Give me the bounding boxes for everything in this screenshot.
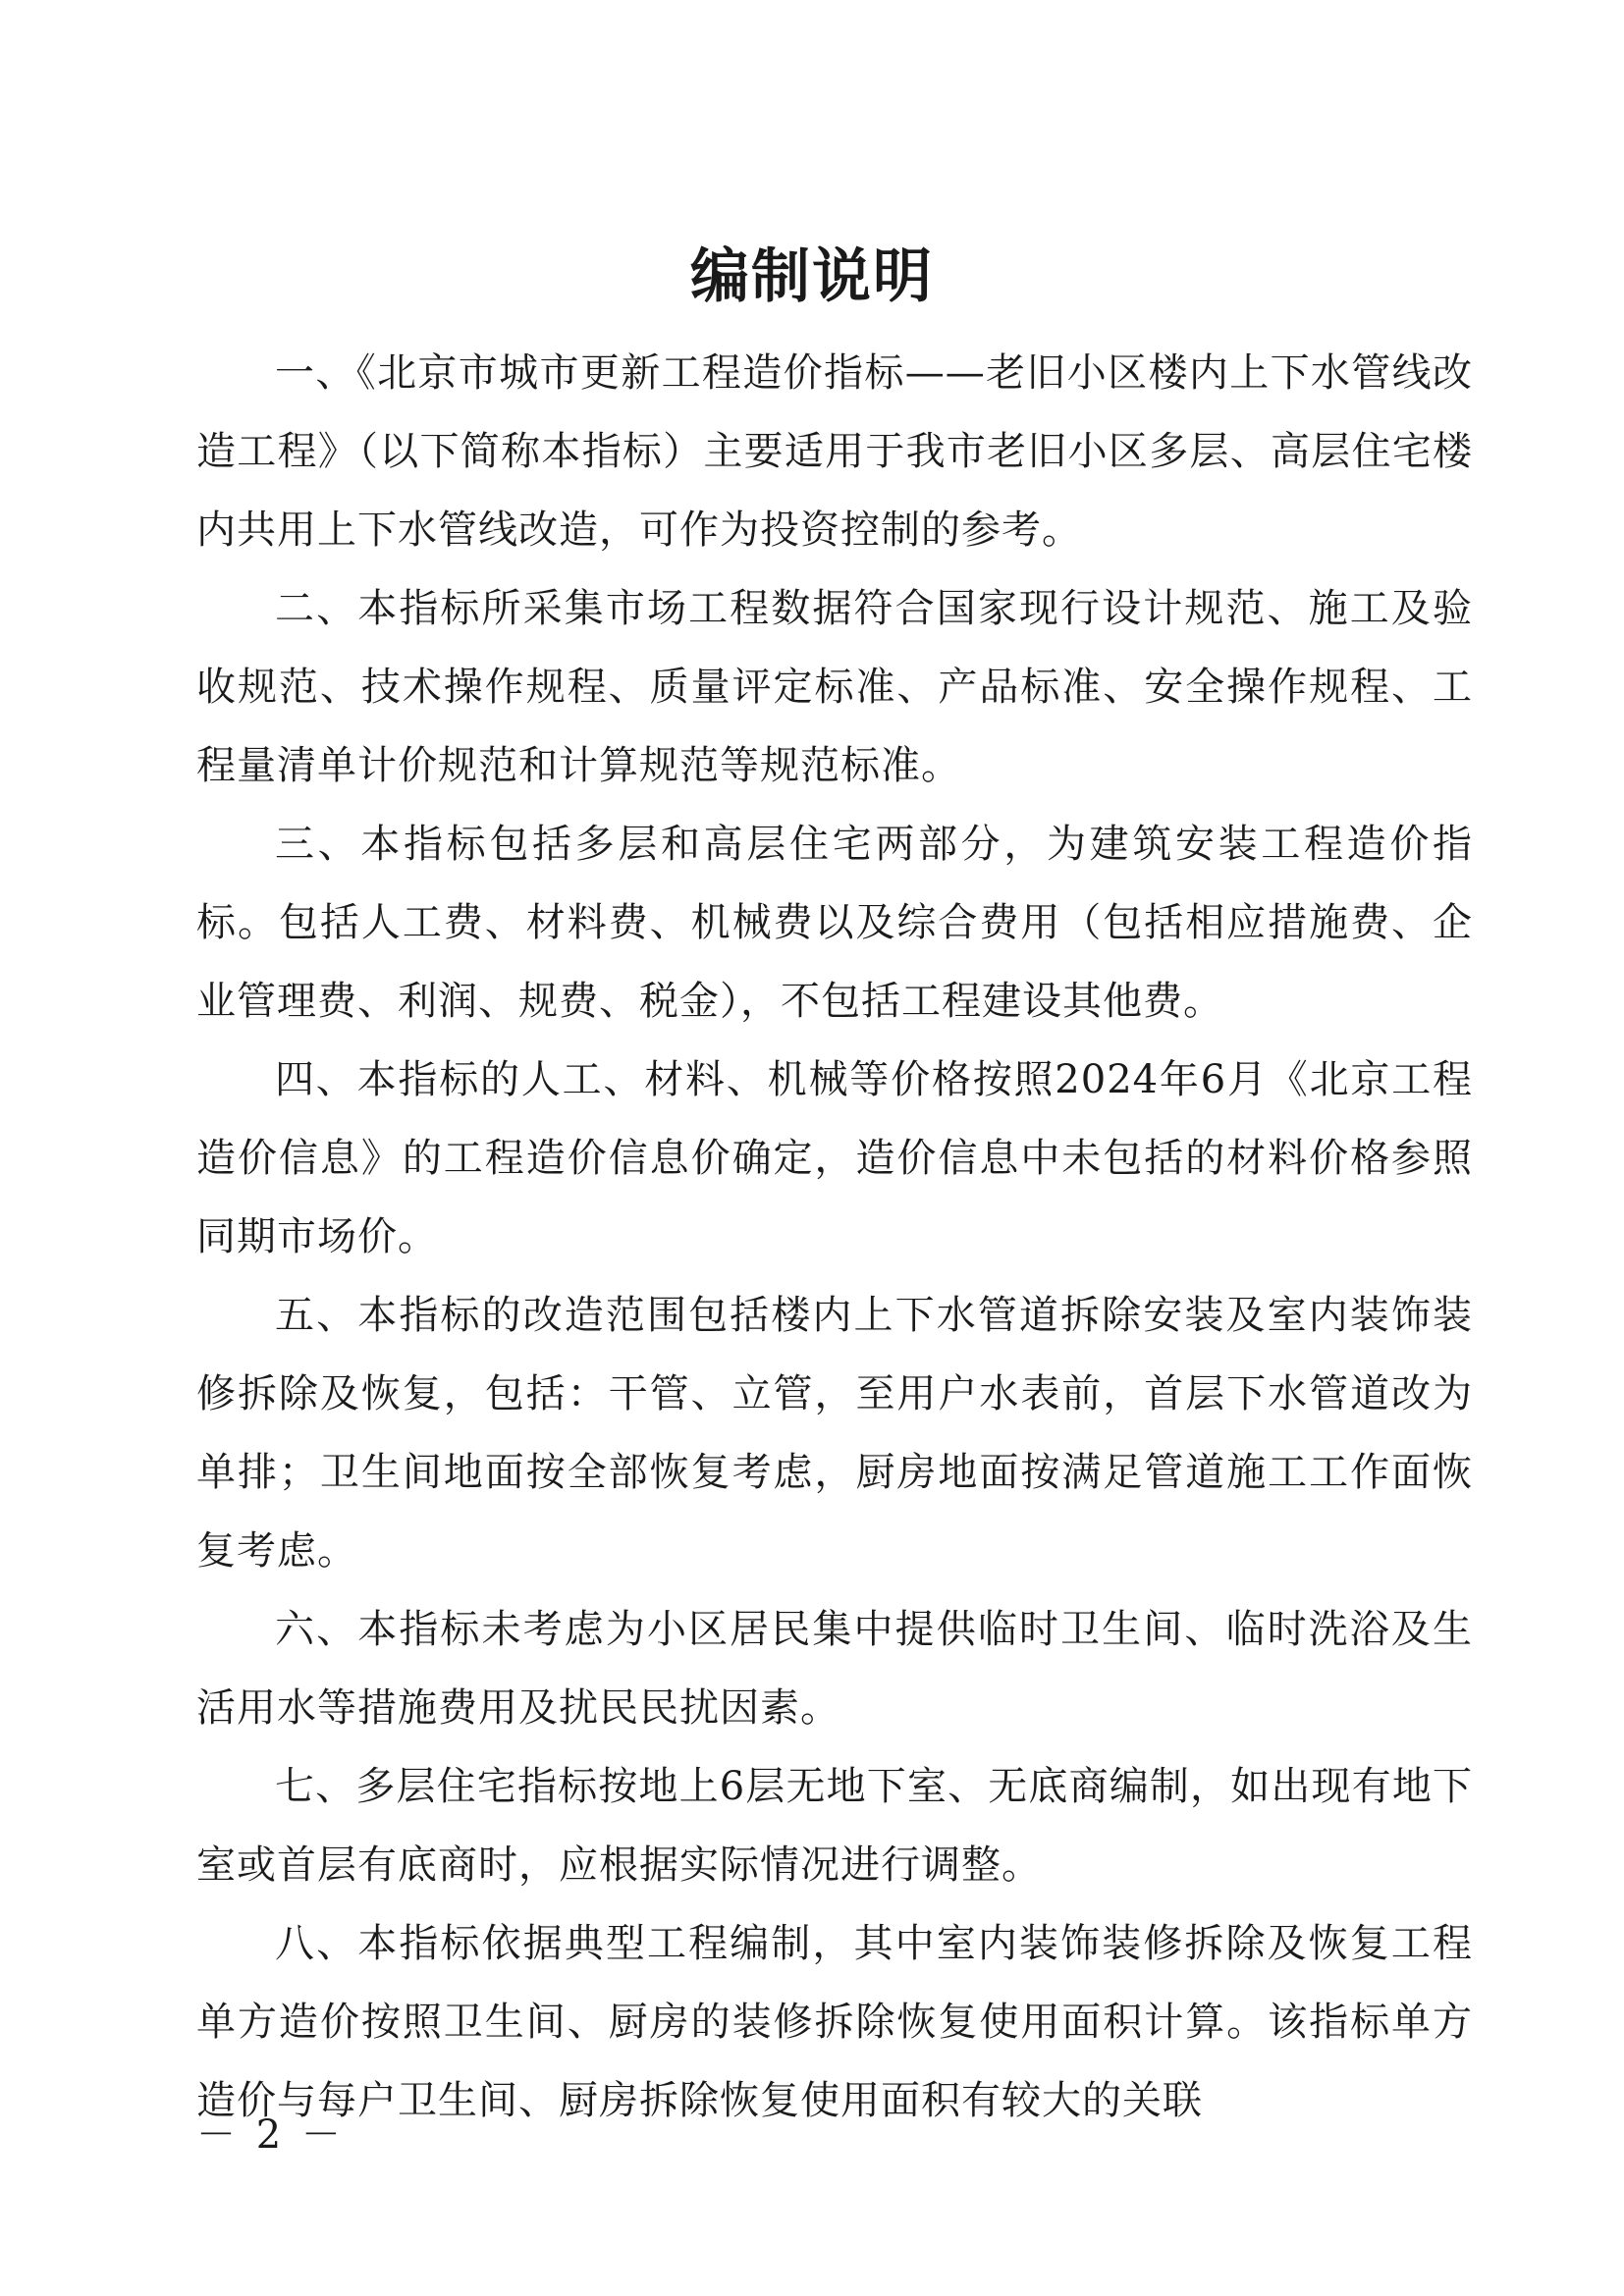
paragraph-1: 一、《北京市城市更新工程造价指标——老旧小区楼内上下水管线改造工程》（以下简称本指标）主要适用于我市老旧小区多层、高层住宅楼内共用上下水管线改造，可作为投资控制的参考。 <box>196 350 1473 553</box>
paragraph-5: 五、本指标的改造范围包括楼内上下水管道拆除安装及室内装饰装修拆除及恢复，包括：干管、立管，至用户水表前，首层下水管道改为单排；卫生间地面按全部恢复考虑，厨房地面按满足管道施工工作面恢复考虑。 <box>196 1293 1473 1574</box>
paragraph-7: 七、多层住宅指标按地上6层无地下室、无底商编制，如出现有地下室或首层有底商时，应根据实际情况进行调整。 <box>196 1764 1473 1888</box>
page-title: 编制说明 <box>690 242 934 311</box>
paragraph-8: 八、本指标依据典型工程编制，其中室内装饰装修拆除及恢复工程单方造价按照卫生间、厨房的装修拆除恢复使用面积计算。该指标单方造价与每户卫生间、厨房拆除恢复使用面积有较大的关联 <box>196 1921 1473 2123</box>
paragraph-4: 四、本指标的人工、材料、机械等价格按照2024年6月《北京工程造价信息》的工程造价信息价确定，造价信息中未包括的材料价格参照同期市场价。 <box>196 1057 1473 1259</box>
paragraph-2: 二、本指标所采集市场工程数据符合国家现行设计规范、施工及验收规范、技术操作规程、质量评定标准、产品标准、安全操作规程、工程量清单计价规范和计算规范等规范标准。 <box>196 586 1473 788</box>
page-number: － 2 － <box>196 2112 345 2158</box>
paragraph-6: 六、本指标未考虑为小区居民集中提供临时卫生间、临时洗浴及生活用水等措施费用及扰民民扰因素。 <box>196 1607 1473 1731</box>
document-body <box>196 334 1473 2140</box>
paragraph-3: 三、本指标包括多层和高层住宅两部分，为建筑安装工程造价指标。包括人工费、材料费、机械费以及综合费用（包括相应措施费、企业管理费、利润、规费、税金），不包括工程建设其他费。 <box>196 822 1473 1024</box>
